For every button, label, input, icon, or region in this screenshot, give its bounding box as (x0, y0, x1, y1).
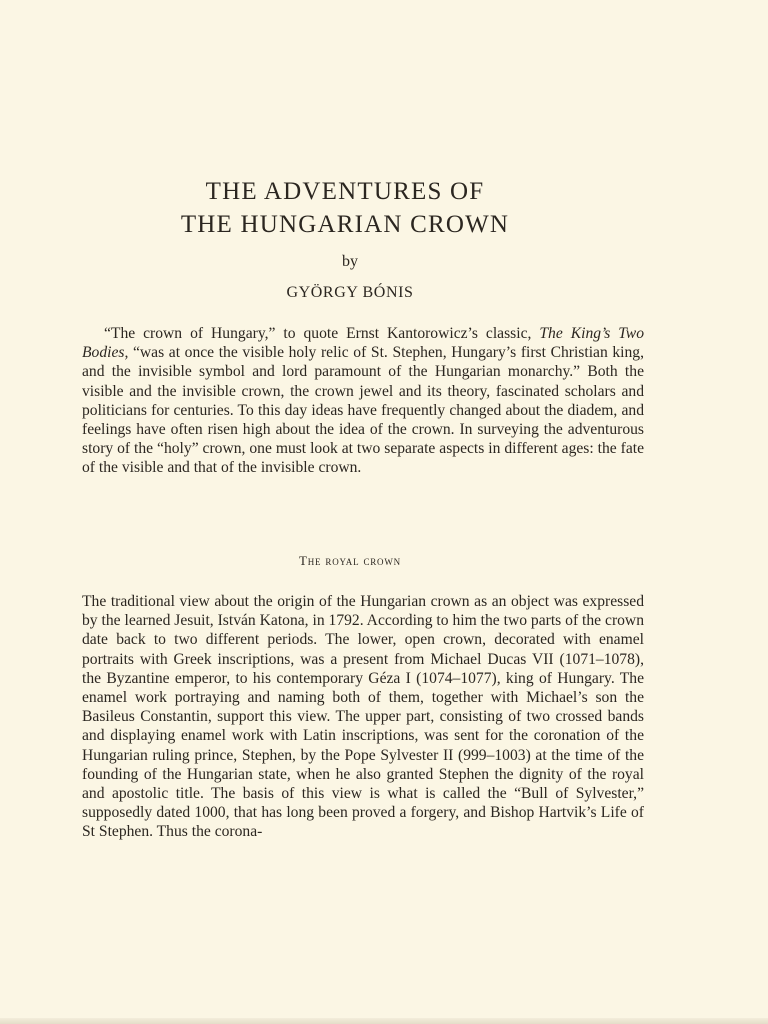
author-name: GYÖRGY BÓNIS (286, 284, 414, 301)
page-edge-shadow (0, 1018, 768, 1024)
intro-paragraph (82, 324, 644, 478)
title-line-2: THE HUNGARIAN CROWN (180, 211, 510, 238)
book-title: The King’s Two Bodies, (82, 325, 644, 362)
body-text: The traditional view about the origin of the Hungarian crown as an object was expressed by the learned Jesuit, István Katona, in 1792. According to him the two parts of the crown date back to two different periods. The lower, open crown, decorated with enamel portraits with Greek inscriptions, was a present from Michael Ducas VII (1071–1078), the Byzantine emperor, to his contemporary Géza I (1074–1077), king of Hungary. The enamel work portraying and naming both of them, together with Michael’s son the Basileus Constantin, support this view. The upper part, consisting of two crossed bands and displaying enamel work with Latin inscriptions, was sent for the coronation of the Hungarian ruling prince, Stephen, by the Pope Sylvester II (999–1003) at the time of the founding of the Hungarian state, when he also granted Stephen the dignity of the royal and apostolic title. The basis of this view is what is called the “Bull of Sylvester,” supposedly dated 1000, that has long been proved a forgery, and Bishop Hartvik’s Life of St Stephen. Thus the corona- (82, 593, 644, 841)
title-line-1: THE ADVENTURES OF (205, 178, 485, 205)
section-heading: The royal crown (299, 553, 401, 568)
intro-text-start: “The crown of Hungary,” to quote Ernst Kantorowicz’s classic, (104, 325, 540, 342)
byline: by (342, 253, 358, 270)
body-paragraph (82, 592, 644, 842)
intro-text-end: “was at once the visible holy relic of St. Stephen, Hungary’s first Christian king, and the invisible symbol and lord paramount of the Hungarian monarchy.” Both the visible and the invisible crown, the crown jewel and its theory, fascinated scholars and politicians for centuries. To this day ideas have frequently changed about the diadem, and feelings have often risen high about the idea of the crown. In surveying the adventurous story of the “holy” crown, one must look at two separate aspects in different ages: the fate of the visible and that of the invisible crown. (82, 344, 644, 477)
